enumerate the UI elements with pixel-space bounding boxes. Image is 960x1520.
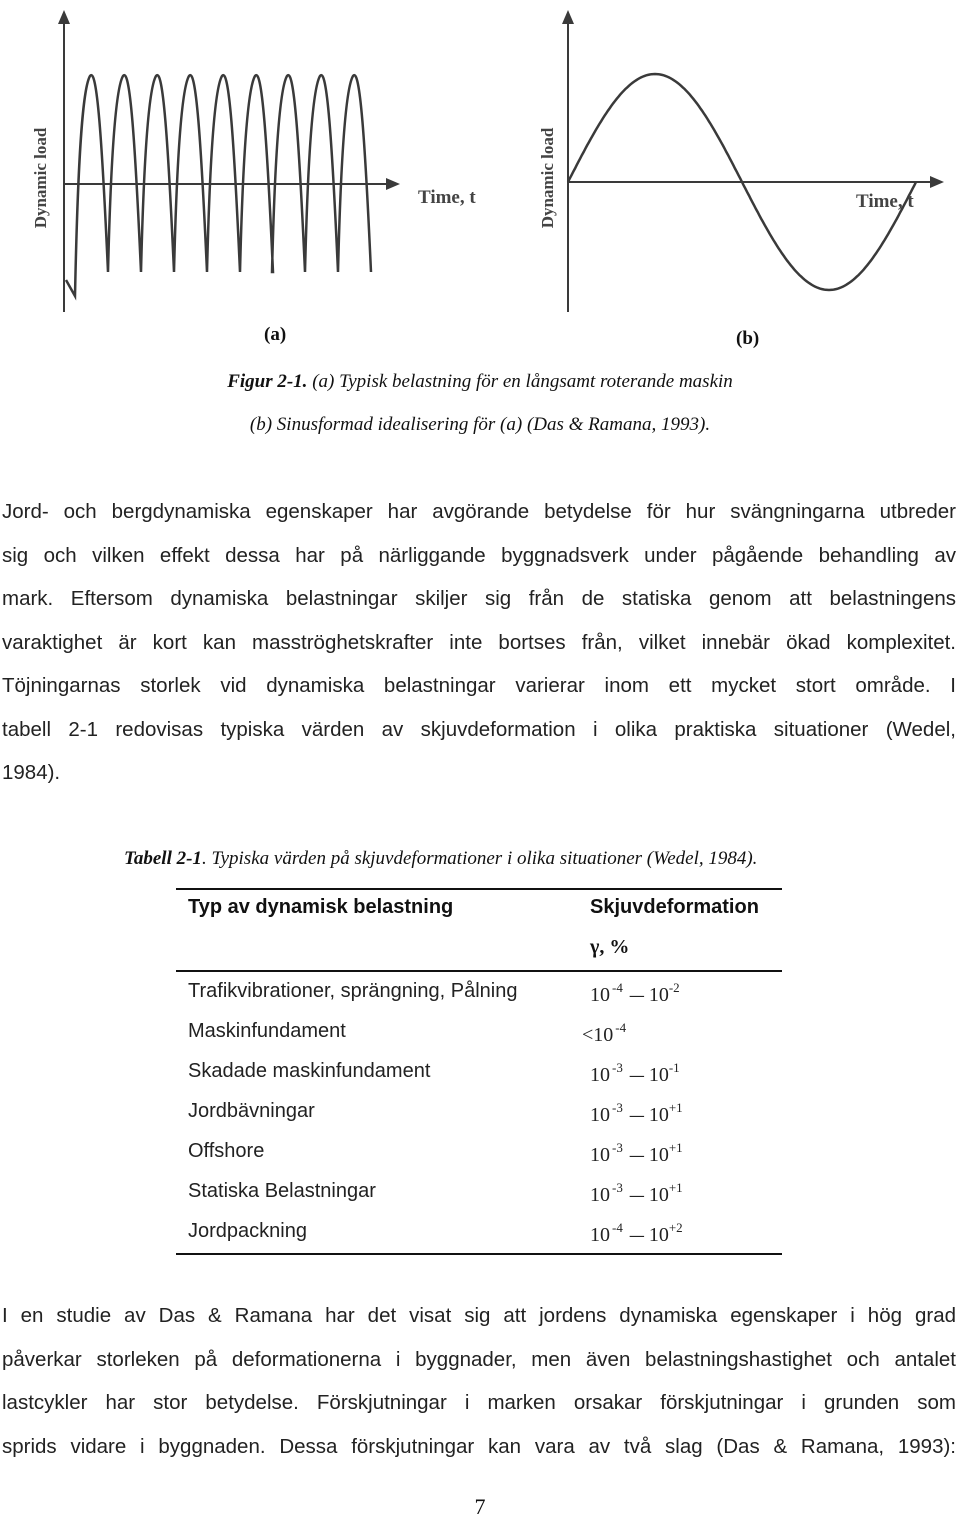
panel-a-label: (a) xyxy=(264,324,287,345)
panel-b xyxy=(562,10,944,312)
panel-a-load-curve xyxy=(66,75,371,296)
paragraph-line: Jord- och bergdynamiska egenskaper har avgörande betydelse för hur svängningarna utbreder xyxy=(2,500,956,523)
figure-2-1 xyxy=(0,0,960,360)
deformation-hi-exp: +1 xyxy=(668,1140,683,1155)
paragraph-1 xyxy=(2,490,956,795)
deformation-lo-base: 10 xyxy=(590,1104,610,1126)
deformation-sep: — xyxy=(628,1146,645,1165)
table-cell-deformation xyxy=(590,1140,683,1167)
table-cell-deformation xyxy=(590,1220,683,1247)
deformation-lo-exp: -3 xyxy=(612,1140,623,1155)
table-caption-text: . Typiska värden på skjuvdeformationer i olika situationer (Wedel, 1984). xyxy=(201,848,758,869)
deformation-lo-exp: -4 xyxy=(612,1220,623,1235)
deformation-lo-exp: -3 xyxy=(612,1180,623,1195)
deformation-hi-base: 10 xyxy=(648,1064,669,1086)
page-number: 7 xyxy=(474,1494,486,1519)
panel-b-y-arrow xyxy=(562,10,574,24)
deformation-lo-exp: -4 xyxy=(612,980,623,995)
table-cell-deformation xyxy=(582,1020,626,1047)
figure-caption-text-1: (a) Typisk belastning för en långsamt roterande maskin xyxy=(307,371,733,392)
paragraph-line: sprids vidare i byggnaden. Dessa förskjutningar kan vara av två slag (Das & Ramana, 1993): xyxy=(2,1434,956,1458)
deformation-hi-base: 10 xyxy=(648,1184,669,1206)
figure-caption-prefix: Figur 2-1. xyxy=(227,371,308,392)
deformation-hi-exp: +2 xyxy=(668,1220,683,1235)
table-header-type: Typ av dynamisk belastning xyxy=(188,896,454,918)
table-cell-type: Maskinfundament xyxy=(188,1020,346,1042)
deformation-hi-base: 10 xyxy=(648,984,669,1006)
deformation-hi-base: 10 xyxy=(648,1144,669,1166)
table-header-unit: γ, % xyxy=(590,936,630,958)
table-header-deformation: Skjuvdeformation xyxy=(590,896,759,918)
table-caption-prefix: Tabell 2-1 xyxy=(124,848,202,869)
deformation-lo-exp: -4 xyxy=(615,1020,627,1035)
table-cell-type: Trafikvibrationer, sprängning, Pålning xyxy=(188,980,518,1002)
paragraph-line: varaktighet är kort kan masströghetskrafter inte bortses från, vilket innebär ökad komplexitet. xyxy=(2,630,956,654)
deformation-lo-base: 10 xyxy=(590,984,610,1006)
paragraph-2 xyxy=(2,1294,956,1468)
deformation-sep: — xyxy=(628,1066,645,1085)
panel-a xyxy=(58,10,400,312)
paragraph-line: I en studie av Das & Ramana har det visat sig att jordens dynamiska egenskaper i hög grad xyxy=(2,1304,956,1327)
paragraph-line: mark. Eftersom dynamiska belastningar skiljer sig från de statiska genom att belastningens xyxy=(2,587,956,610)
deformation-lo-exp: -3 xyxy=(612,1060,623,1075)
deformation-hi-base: 10 xyxy=(648,1104,669,1126)
panel-b-xlabel: Time, t xyxy=(856,191,914,212)
panel-a-x-arrow xyxy=(386,178,400,190)
deformation-lo-base: 10 xyxy=(590,1144,610,1166)
table-cell-deformation xyxy=(590,980,680,1007)
panel-b-ylabel: Dynamic load xyxy=(538,127,557,229)
deformation-hi-exp: +1 xyxy=(668,1180,683,1195)
figure-caption-line-2 xyxy=(0,414,960,436)
panel-a-ylabel: Dynamic load xyxy=(31,127,50,229)
table-caption xyxy=(124,848,757,870)
paragraph-line: 1984). xyxy=(2,761,61,784)
panel-b-label: (b) xyxy=(736,328,760,349)
table-cell-type: Jordpackning xyxy=(188,1220,307,1242)
deformation-hi-base: 10 xyxy=(648,1224,669,1246)
paragraph-line: påverkar storleken på deformationerna i byggnader, men även belastningshastighet och antalet xyxy=(2,1347,956,1371)
panel-a-xlabel: Time, t xyxy=(418,187,476,208)
deformation-lo-base: 10 xyxy=(590,1184,610,1206)
table-cell-deformation xyxy=(590,1100,683,1127)
figure-caption-line-1 xyxy=(0,371,960,393)
table-cell-type: Offshore xyxy=(188,1140,265,1162)
deformation-hi-exp: -2 xyxy=(668,980,680,995)
deformation-sep: — xyxy=(628,1186,645,1205)
paragraph-line: Töjningarnas storlek vid dynamiska belastningar varierar inom ett mycket stort område. I xyxy=(2,674,956,697)
deformation-sep: — xyxy=(628,1226,645,1245)
table-header-rule xyxy=(176,970,782,972)
deformation-lo-base: <10 xyxy=(582,1024,614,1046)
table-cell-type: Statiska Belastningar xyxy=(188,1180,376,1202)
table-cell-deformation xyxy=(590,1180,683,1207)
paragraph-line: tabell 2-1 redovisas typiska värden av skjuvdeformation i olika praktiska situationer (Wedel, xyxy=(2,717,956,741)
deformation-lo-base: 10 xyxy=(590,1064,610,1086)
panel-a-y-arrow xyxy=(58,10,70,24)
paragraph-line: lastcykler har stor betydelse. Förskjutningar i marken orsakar förskjutningar i grunden som xyxy=(2,1391,956,1414)
table-top-rule xyxy=(176,888,782,890)
deformation-hi-exp: -1 xyxy=(668,1060,680,1075)
deformation-sep: — xyxy=(628,986,645,1005)
table-bottom-rule xyxy=(176,1253,782,1255)
paragraph-line: sig och vilken effekt dessa har på närliggande byggnadsverk under pågående behandling av xyxy=(2,543,956,567)
table-cell-deformation xyxy=(590,1060,680,1087)
deformation-lo-exp: -3 xyxy=(612,1100,623,1115)
deformation-hi-exp: +1 xyxy=(668,1100,683,1115)
table-cell-type: Jordbävningar xyxy=(188,1100,315,1122)
table-cell-type: Skadade maskinfundament xyxy=(188,1060,431,1082)
figure-graphics xyxy=(0,0,960,360)
deformation-sep: — xyxy=(628,1106,645,1125)
panel-b-x-arrow xyxy=(930,176,944,188)
figure-caption-text-2: (b) Sinusformad idealisering för (a) (Das & Ramana, 1993). xyxy=(249,414,711,435)
deformation-lo-base: 10 xyxy=(590,1224,610,1246)
